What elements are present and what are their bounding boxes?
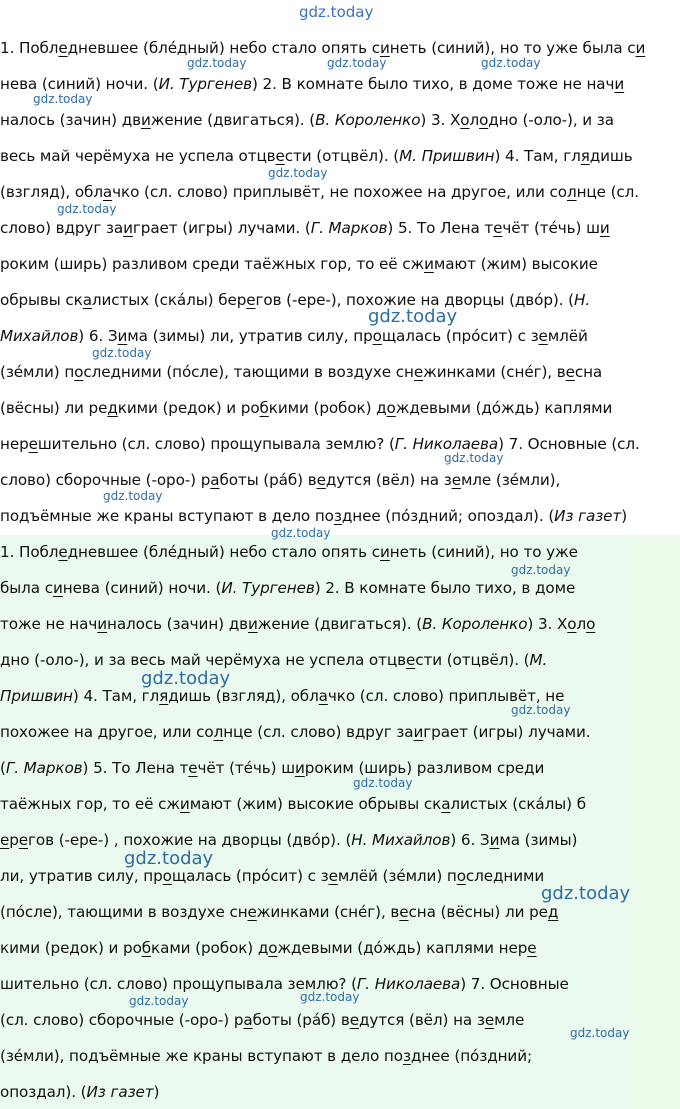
watermark: gdz.today (129, 994, 189, 1008)
watermark-top: gdz.today (299, 3, 374, 21)
watermark: gdz.today (444, 451, 504, 465)
text-line: налось (зачин) движение (двигаться). (В. Короленко) 3. Холодно (-оло-), и за (0, 111, 614, 129)
watermark: gdz.today (511, 703, 571, 717)
text-line: нерешительно (сл. слово) прощупывала землю? (Г. Николаева) 7. Основные (сл. (0, 435, 640, 453)
text-line: похожее на другое, или солнце (сл. слово) вдруг заиграет (игры) лучами. (0, 723, 591, 741)
watermark: gdz.today (141, 668, 231, 689)
watermark: gdz.today (268, 166, 328, 180)
text-line: Пришвин) 4. Там, глядишь (взгляд), облачко (сл. слово) приплывёт, не (0, 687, 565, 705)
text-line: была синева (синий) ночи. (И. Тургенев) 2. В комнате было тихо, в доме (0, 579, 576, 597)
watermark: gdz.today (481, 56, 541, 70)
text-line: 1. Побледневшее (блéдный) небо стало опять синеть (синий), но то уже была си (0, 39, 646, 57)
text-line: опоздал). (Из газет) (0, 1083, 160, 1101)
original-text-block (0, 0, 680, 535)
watermark: gdz.today (92, 346, 152, 360)
text-line: нева (синий) ночи. (И. Тургенев) 2. В комнате было тихо, в доме тоже не начи (0, 75, 625, 93)
text-line: (взгляд), облачко (сл. слово) приплывёт, не похожее на другое, или солнце (сл. (0, 183, 640, 201)
text-line: Михайлов) 6. Зима (зимы) ли, утратив силу, прощалась (прóсит) с землёй (0, 327, 588, 345)
watermark: gdz.today (187, 56, 247, 70)
answer-text-block (0, 535, 680, 1109)
text-line: таёжных гор, то её сжимают (жим) высокие обрывы скалистых (скáлы) б (0, 795, 586, 813)
text-line: (пóсле), тающими в воздухе снежинками (снéг), весна (вёсны) ли ред (0, 903, 559, 921)
text-line: обрывы скалистых (скáлы) берегов (-ере-), похожие на дворцы (двóр). (Н. (0, 291, 591, 309)
text-line: тоже не начиналось (зачин) движение (двигаться). (В. Короленко) 3. Холо (0, 615, 596, 633)
watermark: gdz.today (57, 202, 117, 216)
text-line: (вёсны) ли редкими (редок) и робкими (робок) дождевыми (дóждь) каплями (0, 399, 613, 417)
text-line: ли, утратив силу, прощалась (прóсит) с землёй (зéмли) последними (0, 867, 545, 885)
text-line: роким (ширь) разливом среди таёжных гор, то её сжимают (жим) высокие (0, 255, 598, 273)
watermark: gdz.today (353, 776, 413, 790)
text-line: (сл. слово) сборочные (-оро-) работы (рáб) ведутся (вёл) на земле (0, 1011, 525, 1029)
text-line: (Г. Марков) 5. То Лена течёт (тéчь) широким (ширь) разливом среди (0, 759, 545, 777)
watermark: gdz.today (124, 848, 214, 869)
text-line: слово) сборочные (-оро-) работы (рáб) ведутся (вёл) на земле (зéмли), (0, 471, 561, 489)
text-line: дно (-оло-), и за весь май черёмуха не успела отцвести (отцвёл). (М. (0, 651, 548, 669)
watermark: gdz.today (511, 563, 571, 577)
text-line: (зéмли), подъёмные же краны вступают в дело позднее (пóздний; (0, 1047, 532, 1065)
text-line: подъёмные же краны вступают в дело позднее (пóздний; опоздал). (Из газет) (0, 507, 628, 525)
text-line: шительно (сл. слово) прощупывала землю? (Г. Николаева) 7. Основные (0, 975, 569, 993)
text-line: ерегов (-ере-) , похожие на дворцы (двóр). (Н. Михайлов) 6. Зима (зимы) (0, 831, 578, 849)
watermark: gdz.today (103, 489, 163, 503)
watermark: gdz.today (271, 526, 331, 540)
watermark: gdz.today (570, 1026, 630, 1040)
text-line: кими (редок) и робками (робок) дождевыми (дóждь) каплями нере (0, 939, 537, 957)
text-line: 1. Побледневшее (блéдный) небо стало опять синеть (синий), но то уже (0, 543, 578, 561)
watermark: gdz.today (300, 990, 360, 1004)
watermark: gdz.today (33, 92, 93, 106)
watermark: gdz.today (368, 306, 458, 327)
watermark: gdz.today (541, 883, 631, 904)
text-line: весь май черёмуха не успела отцвести (отцвёл). (М. Пришвин) 4. Там, глядишь (0, 147, 633, 165)
text-line: (зéмли) последними (пóсле), тающими в воздухе снежинками (снéг), весна (0, 363, 603, 381)
text-line: слово) вдруг заиграет (игры) лучами. (Г. Марков) 5. То Лена течёт (тéчь) ши (0, 219, 610, 237)
watermark: gdz.today (327, 56, 387, 70)
